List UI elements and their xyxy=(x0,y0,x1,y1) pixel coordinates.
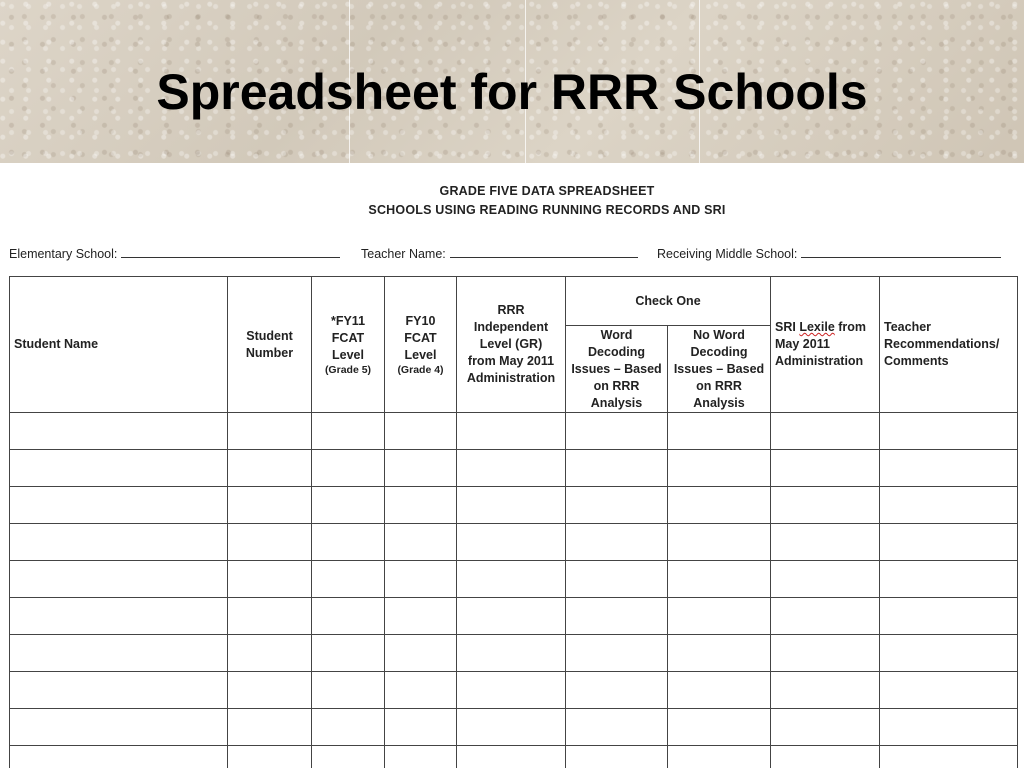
teacher-name-blank xyxy=(450,246,638,258)
cell-no-word-decoding xyxy=(668,598,771,635)
cell-word-decoding xyxy=(566,672,668,709)
cell-fy11-fcat xyxy=(312,524,385,561)
cell-rrr-level xyxy=(457,413,566,450)
cell-fy10-fcat xyxy=(385,746,457,768)
cell-rrr-level xyxy=(457,746,566,768)
cell-sri-lexile xyxy=(771,672,880,709)
cell-sri-lexile xyxy=(771,487,880,524)
cell-sri-lexile xyxy=(771,598,880,635)
spreadsheet-subheading: SCHOOLS USING READING RUNNING RECORDS AND SRI xyxy=(368,203,726,217)
cell-student-number xyxy=(228,746,312,768)
cell-word-decoding xyxy=(566,413,668,450)
cell-rrr-level xyxy=(457,635,566,672)
cell-fy10-fcat xyxy=(385,524,457,561)
cell-rrr-level xyxy=(457,672,566,709)
cell-rrr-level xyxy=(457,450,566,487)
cell-fy10-fcat xyxy=(385,413,457,450)
cell-fy11-fcat xyxy=(312,413,385,450)
cell-fy11-fcat xyxy=(312,709,385,746)
cell-fy11-fcat xyxy=(312,635,385,672)
cell-student-number xyxy=(228,561,312,598)
header-teacher-recommendations: Teacher Recommendations/ Comments xyxy=(880,277,1018,413)
cell-student-name xyxy=(10,746,228,768)
header-rrr-independent-level: RRR Independent Level (GR) from May 2011 Administration xyxy=(457,277,566,413)
cell-student-name xyxy=(10,561,228,598)
cell-rrr-level xyxy=(457,487,566,524)
cell-sri-lexile xyxy=(771,746,880,768)
header-word-decoding-issues: Word Decoding Issues – Based on RRR Analysis xyxy=(566,326,668,413)
cell-student-number xyxy=(228,487,312,524)
table-row xyxy=(10,672,1018,709)
table-row xyxy=(10,450,1018,487)
cell-word-decoding xyxy=(566,598,668,635)
cell-student-name xyxy=(10,524,228,561)
spreadsheet-heading: GRADE FIVE DATA SPREADSHEET xyxy=(439,184,655,198)
header-check-one: Check One xyxy=(566,277,771,326)
table-row xyxy=(10,413,1018,450)
cell-rrr-level xyxy=(457,709,566,746)
cell-fy10-fcat xyxy=(385,709,457,746)
table-row xyxy=(10,561,1018,598)
header-no-word-decoding-issues: No Word Decoding Issues – Based on RRR Analysis xyxy=(668,326,771,413)
header-sri-lexile: SRI Lexile from May 2011 Administration xyxy=(771,277,880,413)
header-student-name: Student Name xyxy=(10,277,228,413)
cell-fy10-fcat xyxy=(385,561,457,598)
spreadsheet-body xyxy=(10,413,1018,768)
cell-rrr-level xyxy=(457,561,566,598)
table-row xyxy=(10,709,1018,746)
cell-student-number xyxy=(228,450,312,487)
data-spreadsheet xyxy=(9,276,1018,768)
cell-word-decoding xyxy=(566,524,668,561)
cell-no-word-decoding xyxy=(668,709,771,746)
cell-no-word-decoding xyxy=(668,524,771,561)
cell-fy10-fcat xyxy=(385,487,457,524)
table-row xyxy=(10,524,1018,561)
cell-word-decoding xyxy=(566,450,668,487)
cell-student-name xyxy=(10,672,228,709)
cell-student-name xyxy=(10,598,228,635)
table-row xyxy=(10,598,1018,635)
table-row xyxy=(10,635,1018,672)
cell-teacher-comments xyxy=(880,598,1018,635)
cell-word-decoding xyxy=(566,561,668,598)
cell-sri-lexile xyxy=(771,635,880,672)
cell-student-number xyxy=(228,635,312,672)
cell-no-word-decoding xyxy=(668,561,771,598)
cell-teacher-comments xyxy=(880,524,1018,561)
cell-fy10-fcat xyxy=(385,598,457,635)
cell-no-word-decoding xyxy=(668,413,771,450)
cell-fy11-fcat xyxy=(312,746,385,768)
cell-no-word-decoding xyxy=(668,450,771,487)
cell-teacher-comments xyxy=(880,746,1018,768)
cell-no-word-decoding xyxy=(668,672,771,709)
cell-teacher-comments xyxy=(880,413,1018,450)
elementary-school-label: Elementary School: xyxy=(9,247,118,261)
cell-fy11-fcat xyxy=(312,561,385,598)
cell-sri-lexile xyxy=(771,450,880,487)
cell-sri-lexile xyxy=(771,709,880,746)
cell-word-decoding xyxy=(566,635,668,672)
cell-fy10-fcat xyxy=(385,450,457,487)
cell-teacher-comments xyxy=(880,635,1018,672)
cell-teacher-comments xyxy=(880,672,1018,709)
slide-title: Spreadsheet for RRR Schools xyxy=(156,64,868,120)
cell-rrr-level xyxy=(457,598,566,635)
cell-student-number xyxy=(228,413,312,450)
cell-student-number xyxy=(228,598,312,635)
cell-student-name xyxy=(10,709,228,746)
table-row xyxy=(10,746,1018,768)
header-fy10-fcat-level: FY10 FCAT Level (Grade 4) xyxy=(385,277,457,413)
cell-fy10-fcat xyxy=(385,635,457,672)
cell-student-name xyxy=(10,413,228,450)
teacher-name-label: Teacher Name: xyxy=(361,247,446,261)
cell-sri-lexile xyxy=(771,413,880,450)
cell-fy11-fcat xyxy=(312,487,385,524)
cell-word-decoding xyxy=(566,709,668,746)
receiving-middle-school-field xyxy=(657,246,1001,261)
title-banner xyxy=(0,0,1024,163)
header-fy11-fcat-level: *FY11 FCAT Level (Grade 5) xyxy=(312,277,385,413)
cell-student-number xyxy=(228,709,312,746)
cell-student-name xyxy=(10,635,228,672)
cell-sri-lexile xyxy=(771,524,880,561)
cell-fy10-fcat xyxy=(385,672,457,709)
header-student-number: Student Number xyxy=(228,277,312,413)
cell-student-name xyxy=(10,487,228,524)
cell-fy11-fcat xyxy=(312,672,385,709)
receiving-middle-school-label: Receiving Middle School: xyxy=(657,247,798,261)
cell-teacher-comments xyxy=(880,487,1018,524)
cell-teacher-comments xyxy=(880,561,1018,598)
cell-teacher-comments xyxy=(880,709,1018,746)
cell-student-number xyxy=(228,524,312,561)
cell-student-name xyxy=(10,450,228,487)
receiving-middle-school-blank xyxy=(801,246,1001,258)
table-row xyxy=(10,487,1018,524)
cell-word-decoding xyxy=(566,746,668,768)
cell-student-number xyxy=(228,672,312,709)
cell-rrr-level xyxy=(457,524,566,561)
cell-sri-lexile xyxy=(771,561,880,598)
cell-no-word-decoding xyxy=(668,746,771,768)
cell-fy11-fcat xyxy=(312,450,385,487)
cell-no-word-decoding xyxy=(668,487,771,524)
cell-word-decoding xyxy=(566,487,668,524)
elementary-school-blank xyxy=(121,246,340,258)
cell-teacher-comments xyxy=(880,450,1018,487)
cell-no-word-decoding xyxy=(668,635,771,672)
cell-fy11-fcat xyxy=(312,598,385,635)
teacher-name-field xyxy=(361,246,638,261)
elementary-school-field xyxy=(9,246,340,261)
